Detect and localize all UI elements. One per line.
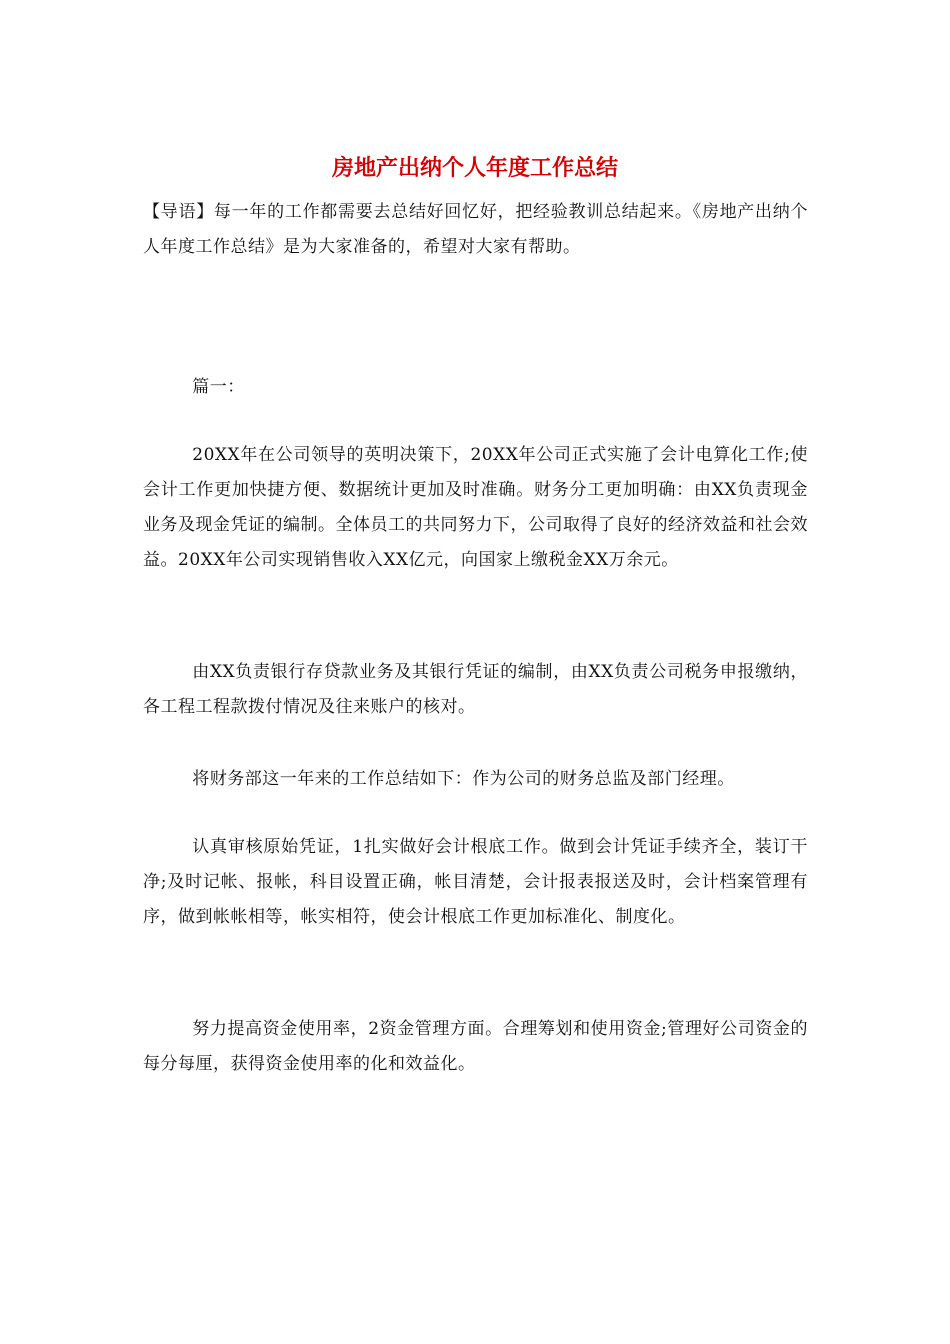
section-heading: 篇一： [192,377,245,397]
body-paragraph: 努力提高资金使用率，2资金管理方面。合理筹划和使用资金;管理好公司资金的每分每厘，获得资金使用率的化和效益化。 [143,1019,808,1074]
document-title: 房地产出纳个人年度工作总结 [331,155,618,181]
body-paragraph: 20XX年在公司领导的英明决策下，20XX年公司正式实施了会计电算化工作;使会计工作更加快捷方便、数据统计更加及时准确。财务分工更加明确：由XX负责现金业务及现金凭证的编制。全体员工的共同努力下，公司取得了良好的经济效益和社会效益。20XX年公司实现销售收入XX亿元，向国家上缴税金XX万余元。 [143,445,808,570]
intro-paragraph: 【导语】每一年的工作都需要去总结好回忆好，把经验教训总结起来。《房地产出纳个人年度工作总结》是为大家准备的，希望对大家有帮助。 [143,202,808,257]
body-paragraph: 将财务部这一年来的工作总结如下：作为公司的财务总监及部门经理。 [192,769,735,789]
body-paragraph: 认真审核原始凭证，1扎实做好会计根底工作。做到会计凭证手续齐全，装订干净;及时记帐、报帐，科目设置正确，帐目清楚，会计报表报送及时，会计档案管理有序，做到帐帐相等，帐实相符，使会计根底工作更加标准化、制度化。 [143,837,808,927]
body-paragraph: 由XX负责银行存贷款业务及其银行凭证的编制，由XX负责公司税务申报缴纳，各工程工程款拨付情况及往来账户的核对。 [143,662,808,717]
